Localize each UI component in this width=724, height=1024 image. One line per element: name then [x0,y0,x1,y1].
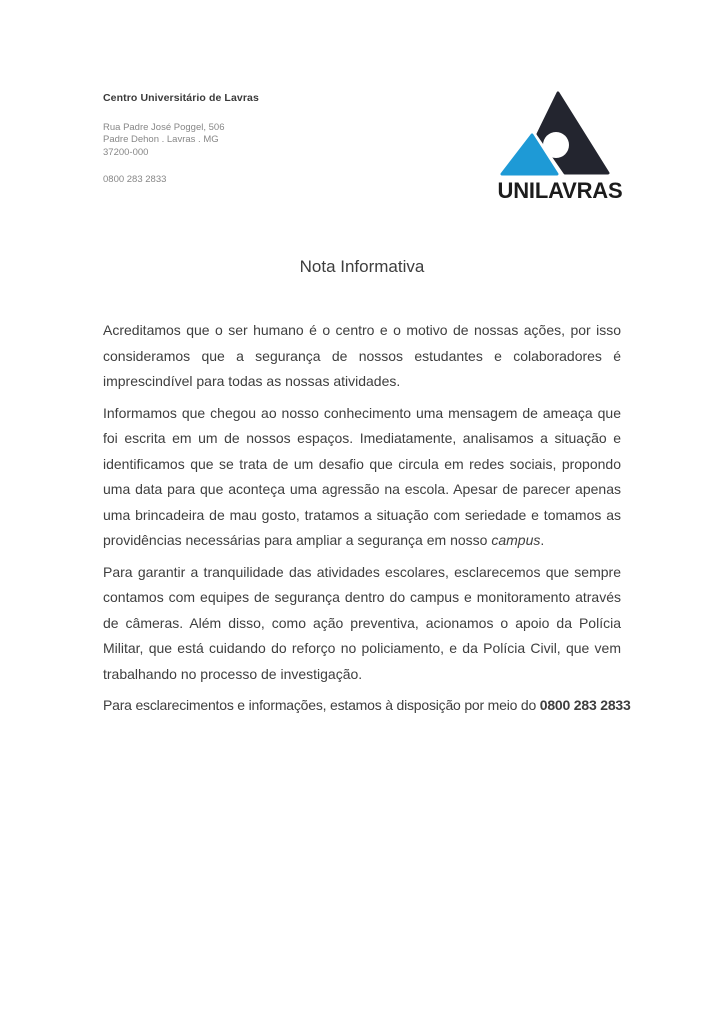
address-line-1: Rua Padre José Poggel, 506 [103,121,225,133]
paragraph-1 [103,318,621,395]
paragraph-3 [103,560,621,688]
address-line-2: Padre Dehon . Lavras . MG [103,134,219,146]
phone-number: 0800 283 2833 [103,173,167,185]
unilavras-wordmark: UNILAVRAS [497,178,623,203]
paragraph-2-text: Informamos que chegou ao nosso conhecimento uma mensagem de ameaça que foi escrita em um de nossos espaços. Imediatamente, analisamos a situação e identificamos que se trata de um desafio que circula em redes sociais, propondo uma data para que aconteça uma agressão na escola. Apesar de parecer apenas uma brincadeira de mau gosto, tratamos a situação com seriedade e tomamos as providências necessárias para ampliar a segurança em nosso [103,404,621,548]
phone-bold: 0800 283 2833 [539,697,631,713]
paragraph-1-text: Acreditamos que o ser humano é o centro e o motivo de nossas ações, por isso consideramos que a segurança de nossos estudantes e colaboradores é imprescindível para todas as nossas atividades. [103,322,621,389]
document-body [103,318,631,725]
letterhead-sender-block [103,92,259,187]
document-title: Nota Informativa [299,257,425,276]
org-name: Centro Universitário de Lavras [103,92,259,104]
paragraph-4-text: Para esclarecimentos e informações, estamos à disposição por meio do [103,697,540,713]
paragraph-3-text: Para garantir a tranquilidade das atividades escolares, esclarecemos que sempre contamos com equipes de segurança dentro do campus e monitoramento através de câmeras. Além disso, como ação preventiva, acionamos o apoio da Polícia Militar, que está cuidando do reforço no policiamento, e da Polícia Civil, que vem trabalhando no processo de investigação. [103,563,621,682]
unilavras-logo-mark [495,88,625,180]
campus-italic: campus [491,532,541,548]
unilavras-logo [495,88,625,201]
paragraph-4 [103,693,631,719]
paragraph-2 [103,401,621,554]
paragraph-2-period: . [540,532,545,548]
address-zip: 37200-000 [103,147,149,159]
